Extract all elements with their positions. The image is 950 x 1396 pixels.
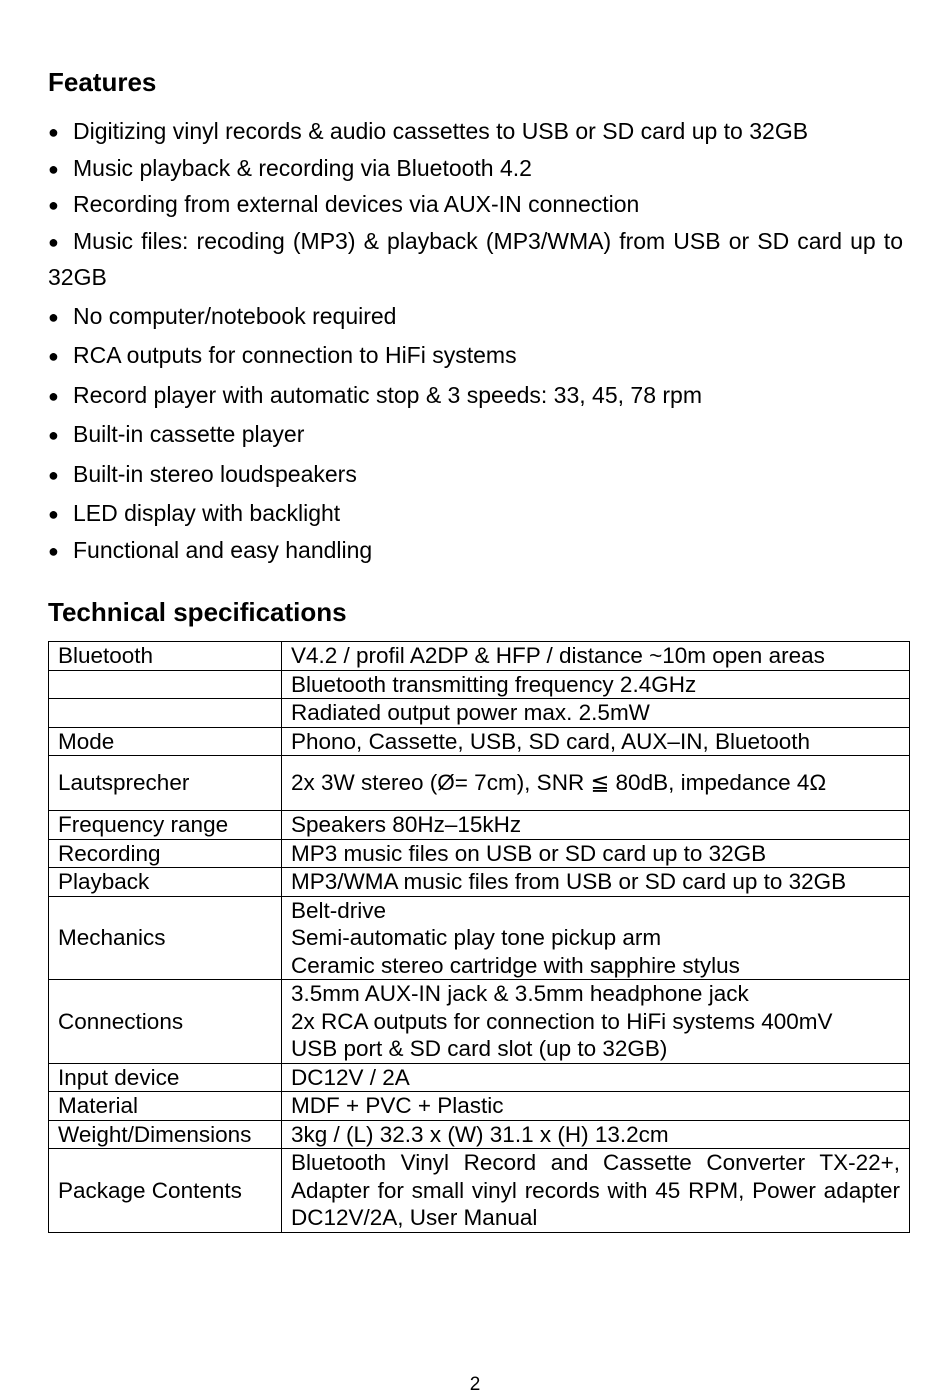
spec-key: Frequency range (49, 811, 282, 840)
page-number: 2 (469, 1374, 481, 1395)
spec-line: Speakers 80Hz–15kHz (291, 812, 522, 837)
feature-item (48, 151, 903, 188)
feature-text: Record player with automatic stop & 3 speeds: 33, 45, 78 rpm (73, 381, 702, 408)
spec-line: 3kg / (L) 32.3 x (W) 31.1 x (H) 13.2cm (291, 1121, 669, 1147)
spec-value (282, 811, 910, 840)
spec-key: Weight/Dimensions (49, 1120, 282, 1149)
feature-text: Music playback & recording via Bluetooth 4.2 (73, 154, 532, 181)
table-row (49, 756, 910, 811)
bullet-icon: ● (48, 540, 59, 561)
table-row (49, 1120, 910, 1149)
feature-item (48, 187, 903, 224)
table-row (49, 896, 910, 980)
spec-line: Radiated output power max. 2.5mW (291, 700, 650, 725)
spec-value (282, 896, 910, 980)
specs-heading: Technical specifications (48, 597, 347, 627)
spec-line: 2x RCA outputs for connection to HiFi systems 400mV (291, 1008, 833, 1034)
spec-value (282, 1063, 910, 1092)
spec-key: Material (49, 1092, 282, 1121)
table-row (49, 839, 910, 868)
bullet-icon: ● (48, 504, 59, 524)
spec-line: Ceramic stereo cartridge with sapphire stylus (291, 952, 740, 978)
feature-item (48, 114, 903, 151)
spec-value (282, 1120, 910, 1149)
spec-key: Mechanics (49, 896, 282, 980)
table-row (49, 811, 910, 840)
spec-line: MDF + PVC + Plastic (291, 1093, 504, 1118)
spec-value (282, 756, 910, 811)
spec-value (282, 670, 910, 699)
bullet-icon: ● (48, 195, 59, 215)
spec-line: 3.5mm AUX-IN jack & 3.5mm headphone jack (291, 981, 749, 1006)
feature-text: Music files: recoding (MP3) & playback (MP3/WMA) from USB or SD card up to 32GB (48, 227, 903, 290)
bullet-icon: ● (48, 122, 59, 142)
bullet-icon: ● (48, 464, 59, 485)
spec-value (282, 727, 910, 756)
spec-line: 2x 3W stereo (Ø= 7cm), SNR ≦ 80dB, impedance 4Ω (291, 770, 827, 796)
table-row (49, 1063, 910, 1092)
spec-key: Recording (49, 839, 282, 868)
feature-text: Built-in cassette player (73, 421, 305, 447)
table-row (49, 670, 910, 699)
table-row (49, 1092, 910, 1121)
spec-key (49, 670, 282, 699)
table-row (49, 868, 910, 897)
spec-value (282, 699, 910, 728)
feature-item (48, 224, 903, 296)
spec-value (282, 839, 910, 868)
spec-value (282, 868, 910, 897)
bullet-icon: ● (48, 346, 59, 366)
spec-key: Input device (49, 1063, 282, 1092)
feature-text: Digitizing vinyl records & audio cassettes to USB or SD card up to 32GB (73, 118, 809, 144)
feature-text: LED display with backlight (73, 500, 341, 526)
feature-item (48, 378, 903, 415)
table-row (49, 699, 910, 728)
bullet-icon: ● (48, 158, 59, 179)
table-row (49, 980, 910, 1064)
spec-line: USB port & SD card slot (up to 32GB) (291, 1036, 668, 1061)
bullet-icon: ● (48, 425, 59, 445)
spec-key (49, 699, 282, 728)
feature-item (48, 299, 903, 336)
features-list (48, 114, 903, 572)
feature-text: No computer/notebook required (73, 302, 397, 329)
spec-value (282, 980, 910, 1064)
spec-key: Package Contents (49, 1149, 282, 1233)
feature-text: Recording from external devices via AUX-IN connection (73, 191, 640, 217)
bullet-icon: ● (48, 385, 59, 406)
spec-key: Connections (49, 980, 282, 1064)
spec-key: Lautsprecher (49, 756, 282, 811)
spec-line: Bluetooth transmitting frequency 2.4GHz (291, 671, 697, 697)
feature-text: Built-in stereo loudspeakers (73, 460, 357, 487)
spec-key: Mode (49, 727, 282, 756)
bullet-icon: ● (48, 306, 59, 327)
table-row (49, 727, 910, 756)
table-row (49, 1149, 910, 1233)
feature-text: Functional and easy handling (73, 536, 373, 563)
spec-line: Semi-automatic play tone pickup arm (291, 925, 662, 950)
spec-value: Bluetooth Vinyl Record and Cassette Converter TX-22+, Adapter for small vinyl records with 45 RPM, Power adapter DC12V/2A, User Manual (282, 1149, 910, 1233)
feature-item (48, 533, 903, 570)
bullet-icon: ● (48, 231, 59, 252)
spec-line: MP3 music files on USB or SD card up to 32GB (291, 840, 767, 866)
feature-item (48, 457, 903, 494)
spec-key: Bluetooth (49, 642, 282, 671)
spec-line: MP3/WMA music files from USB or SD card up to 32GB (291, 869, 847, 894)
spec-value (282, 1092, 910, 1121)
spec-line: Belt-drive (291, 897, 387, 923)
table-row (49, 642, 910, 671)
feature-item (48, 417, 903, 454)
spec-line: DC12V / 2A (291, 1064, 410, 1090)
feature-text: RCA outputs for connection to HiFi systems (73, 342, 517, 368)
specs-table (48, 641, 910, 1233)
spec-line: V4.2 / profil A2DP & HFP / distance ~10m open areas (291, 643, 825, 668)
feature-item (48, 338, 903, 375)
features-heading: Features (48, 67, 157, 97)
spec-line: Phono, Cassette, USB, SD card, AUX–IN, Bluetooth (291, 728, 811, 754)
spec-key: Playback (49, 868, 282, 897)
feature-item (48, 496, 903, 533)
spec-value (282, 642, 910, 671)
